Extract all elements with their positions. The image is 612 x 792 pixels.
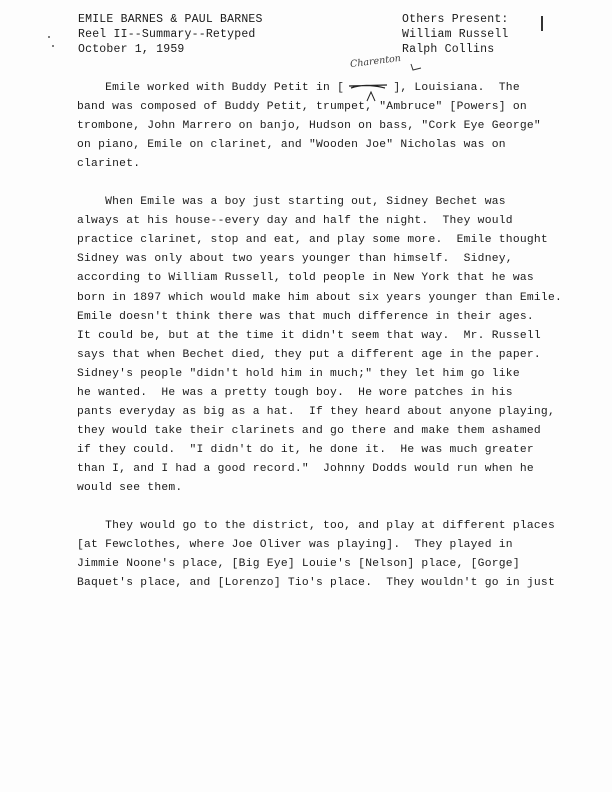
text-line: born in 1897 which would make him about six years younger than Emile. xyxy=(77,291,563,304)
correction-flourish xyxy=(411,64,421,70)
text-line: trombone, John Marrero on banjo, Hudson on bass, "Cork Eye George" xyxy=(77,120,541,133)
text-line: band was composed of Buddy Petit, trumpet, "Ambruce" [Powers] on xyxy=(77,101,527,114)
text-line: When Emile was a boy just starting out, Sidney Bechet was xyxy=(77,196,506,209)
text-line: Emile doesn't think there was that much difference in their ages. xyxy=(77,310,534,323)
text-line: Emile worked with Buddy Petit in [ ], Louisiana. The xyxy=(77,82,520,94)
text-line: It could be, but at the time it didn't seem that way. Mr. Russell xyxy=(77,329,541,342)
header-interviewees: EMILE BARNES & PAUL BARNES xyxy=(78,13,263,26)
margin-tick-mark xyxy=(541,16,543,31)
interview-header xyxy=(78,12,263,57)
text-line: always at his house--every day and half the night. They would xyxy=(77,215,513,228)
text-line: They would go to the district, too, and play at different places xyxy=(77,520,555,533)
paragraph-buddy-petit-band xyxy=(77,79,577,174)
text-line: would see them. xyxy=(77,481,183,494)
text-line: [at Fewclothes, where Joe Oliver was playing]. They played in xyxy=(77,539,513,552)
text-line: Baquet's place, and [Lorenzo] Tio's place. They wouldn't go in just xyxy=(77,577,555,590)
text-line: according to William Russell, told people in New York that he was xyxy=(77,272,534,285)
others-present-name-1: William Russell xyxy=(402,28,509,41)
summary-body xyxy=(77,79,577,593)
header-date: October 1, 1959 xyxy=(78,43,185,56)
text-line: if they could. "I didn't do it, he done it. He was much greater xyxy=(77,443,534,456)
text-line: Sidney's people "didn't hold him in much;" they let him go like xyxy=(77,367,520,380)
text-line: clarinet. xyxy=(77,158,141,171)
others-present-block xyxy=(402,12,509,57)
text-line: practice clarinet, stop and eat, and play some more. Emile thought xyxy=(77,234,548,247)
text-line: they would take their clarinets and go there and make them ashamed xyxy=(77,424,541,437)
paragraph-sidney-bechet xyxy=(77,193,577,498)
text-line: on piano, Emile on clarinet, and "Wooden Joe" Nicholas was on xyxy=(77,139,506,152)
text-line: pants everyday as big as a hat. If they heard about anyone playing, xyxy=(77,405,555,418)
text-line: than I, and I had a good record." Johnny Dodds would run when he xyxy=(77,462,534,475)
text-line: Jimmie Noone's place, [Big Eye] Louie's [Nelson] place, [Gorge] xyxy=(77,558,520,571)
stray-mark xyxy=(52,45,54,47)
header-reel: Reel II--Summary--Retyped xyxy=(78,28,256,41)
text-line: says that when Bechet died, they put a different age in the paper. xyxy=(77,348,541,361)
stray-mark xyxy=(48,36,50,38)
text-line: he wanted. He was a pretty tough boy. He wore patches in his xyxy=(77,386,513,399)
others-present-name-2: Ralph Collins xyxy=(402,43,495,56)
text-line: Sidney was only about two years younger than himself. Sidney, xyxy=(77,253,513,266)
paragraph-district xyxy=(77,517,577,593)
others-present-label: Others Present: xyxy=(402,13,509,26)
correction-word: Charenton xyxy=(349,52,402,71)
